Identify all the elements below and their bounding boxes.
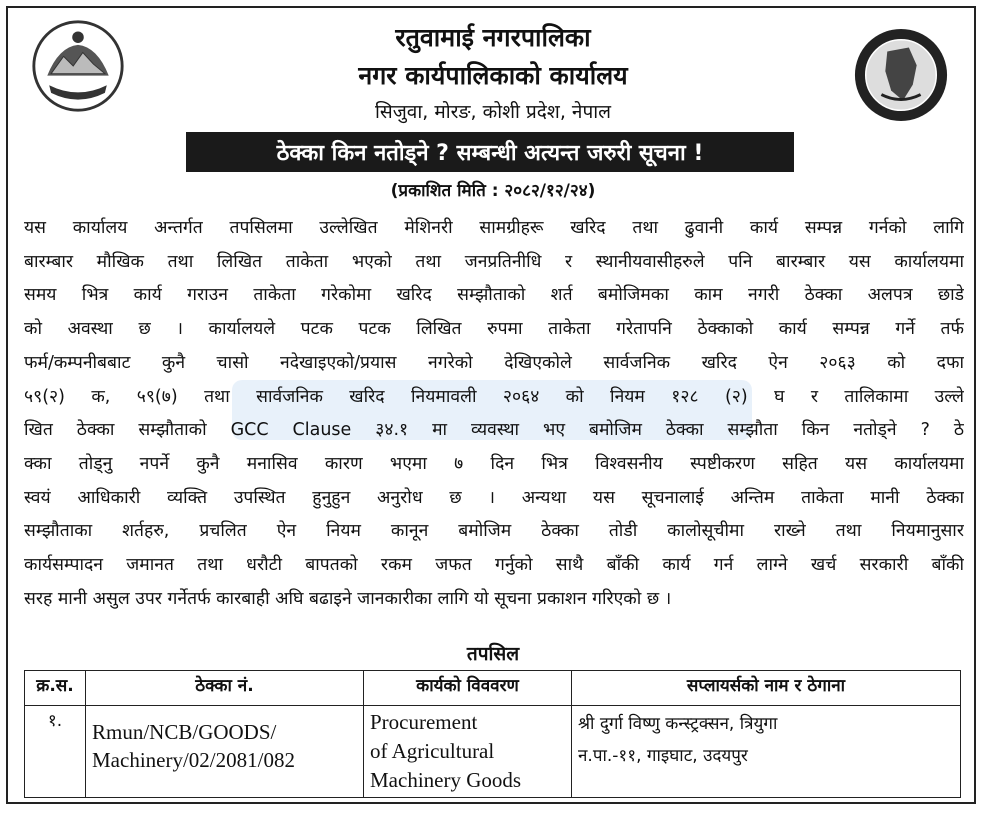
- body-line: क्का तोड्नु नपर्ने कुनै मनासिव कारण भएमा ७ दिन भित्र विश्वसनीय स्पष्टीकरण सहित यस कार्यालयमा: [24, 453, 964, 474]
- description-line: of Agricultural: [370, 739, 495, 763]
- org-name: रतुवामाई नगरपालिका: [395, 23, 591, 52]
- body-line: को अवस्था छ । कार्यालयले पटक पटक लिखित रुपमा ताकेता गरेतापनि ठेक्काको कार्य सम्पन्न गर्ने तर्फ: [24, 319, 964, 340]
- notice-body: [24, 212, 964, 616]
- description-line: Procurement: [370, 710, 478, 734]
- body-line: फर्म/कम्पनीबबाट कुनै चासो नदेखाइएको/प्रयास नगरेको देखिएकोले सार्वजनिक खरिद ऐन २०६३ को दफा: [24, 352, 964, 373]
- supplier-line: श्री दुर्गा विष्णु कन्स्ट्रक्सन, त्रियुगा: [578, 714, 778, 734]
- cell-tender-no: [86, 706, 364, 798]
- body-line: स्वयं आधिकारी व्यक्ति उपस्थित हुनुहुन अनुरोध छ । अन्यथा यस सूचनालाई अन्तिम ताकेता मानी ठेक्का: [24, 487, 964, 508]
- office-name: नगर कार्यपालिकाको कार्यालय: [358, 61, 628, 90]
- body-line: सरह मानी असुल उपर गर्नेतर्फ कारबाही अघि बढाइने जानकारीका लागि यो सूचना प्रकाशन गरिएको छ ।: [24, 588, 672, 609]
- tender-no-line: Machinery/02/2081/082: [92, 748, 295, 772]
- cell-sn: १.: [25, 706, 86, 798]
- table-row: [25, 706, 961, 798]
- body-line: समय भित्र कार्य गराउन ताकेता गरेकोमा खरिद सम्झौताको शर्त बमोजिमका काम नगरी ठेक्का अलपत्र छाडे: [24, 285, 964, 306]
- body-line: ५९(२) क, ५९(७) तथा सार्वजनिक खरिद नियमावली २०६४ को नियम १२८ (२) घ र तालिकामा उल्ले: [24, 386, 964, 407]
- body-line: कार्यसम्पादन जमानत तथा धरौटी बापतको रकम जफत गर्नुको साथै बाँकी कार्य गर्न लाग्ने खर्च सरकारी बाँकी: [24, 555, 964, 576]
- body-line: यस कार्यालय अन्तर्गत तपसिलमा उल्लेखित मेशिनरी सामग्रीहरू खरिद तथा ढुवानी कार्य सम्पन्न गर्नको लागि: [24, 218, 964, 238]
- col-header-description: कार्यको विववरण: [364, 671, 572, 706]
- published-date: (प्रकाशित मिति : २०८२/१२/२४): [390, 181, 596, 201]
- body-line: सम्झौताका शर्तहरु, प्रचलित ऐन नियम कानून बमोजिम ठेक्का तोडी कालोसूचीमा राख्ने तथा नियमानुसार: [24, 521, 964, 542]
- body-line: बारम्बार मौखिक तथा लिखित ताकेता भएको तथा जनप्रतिनीधि र स्थानीयवासीहरुले पनि बारम्बार यस कार्यालयमा: [24, 251, 964, 272]
- col-header-tender-no: ठेक्का नं.: [86, 671, 364, 706]
- schedule-table: [24, 670, 961, 798]
- notice-title: ठेक्का किन नतोड्ने ? सम्बन्धी अत्यन्त जरुरी सूचना !: [186, 132, 794, 172]
- tender-no-line: Rmun/NCB/GOODS/: [92, 720, 277, 744]
- description-line: Machinery Goods: [370, 768, 522, 792]
- table-header-row: [25, 671, 961, 706]
- office-address: सिजुवा, मोरङ, कोशी प्रदेश, नेपाल: [374, 101, 612, 123]
- supplier-line: न.पा.-११, गाइघाट, उदयपुर: [578, 746, 748, 766]
- col-header-sn: क्र.स.: [25, 671, 86, 706]
- cell-supplier: [572, 706, 961, 798]
- body-line: खित ठेक्का सम्झौताको GCC Clause ३४.१ मा व्यवस्था भए बमोजिम ठेक्का सम्झौता किन नतोड्ने ? ठे: [24, 420, 964, 441]
- col-header-supplier: सप्लायर्सको नाम र ठेगाना: [572, 671, 961, 706]
- schedule-title: तपसिल: [466, 643, 520, 665]
- cell-description: [364, 706, 572, 798]
